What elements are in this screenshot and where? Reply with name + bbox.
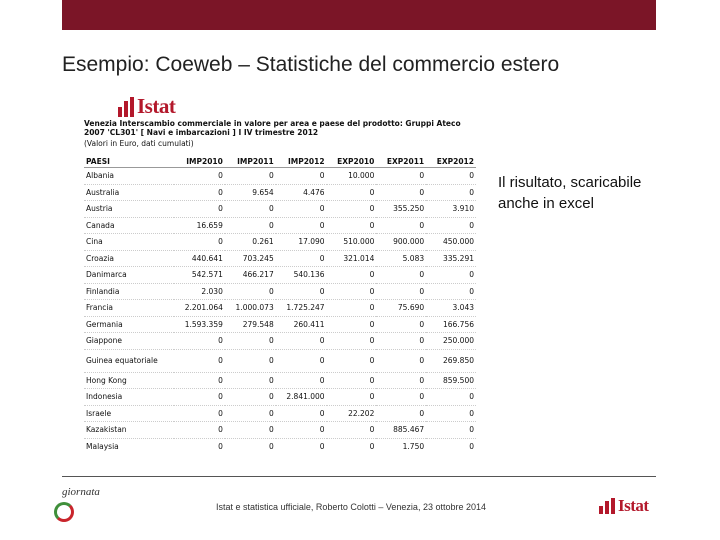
value-cell: 1.725.247 [276,300,327,317]
value-cell: 0 [174,372,225,389]
value-cell: 0 [376,333,426,350]
istat-bars-icon [599,498,615,514]
country-cell: Germania [84,316,174,333]
value-cell: 0 [426,405,476,422]
slide-title: Esempio: Coeweb – Statistiche del commercio estero [62,53,560,76]
value-cell: 0 [276,438,327,454]
value-cell: 4.476 [276,184,327,201]
column-header: EXP2011 [376,156,426,168]
value-cell: 9.654 [225,184,276,201]
value-cell: 450.000 [426,234,476,251]
value-cell: 0 [225,333,276,350]
value-cell: 0 [376,267,426,284]
value-cell: 0 [276,349,327,372]
value-cell: 0 [225,389,276,406]
value-cell: 17.090 [276,234,327,251]
country-cell: Canada [84,217,174,234]
value-cell: 0 [225,349,276,372]
value-cell: 0 [327,372,377,389]
value-cell: 0 [426,267,476,284]
table-row [84,333,476,350]
value-cell: 0 [426,422,476,439]
value-cell: 885.467 [376,422,426,439]
istat-logo-bottom-text: Istat [618,496,649,515]
istat-logo-text: Istat [137,94,176,118]
value-cell: 0 [376,349,426,372]
table-row [84,389,476,406]
value-cell: 22.202 [327,405,377,422]
country-cell: Hong Kong [84,372,174,389]
country-cell: Indonesia [84,389,174,406]
country-cell: Cina [84,234,174,251]
value-cell: 0 [174,201,225,218]
column-header: EXP2010 [327,156,377,168]
country-cell: Danimarca [84,267,174,284]
value-cell: 321.014 [327,250,377,267]
value-cell: 0 [225,438,276,454]
value-cell: 0 [276,217,327,234]
value-cell: 542.571 [174,267,225,284]
value-cell: 1.000.073 [225,300,276,317]
table-row [84,316,476,333]
value-cell: 0 [327,201,377,218]
result-note: Il risultato, scaricabile anche in excel [498,174,642,212]
table-row [84,405,476,422]
value-cell: 3.910 [426,201,476,218]
value-cell: 0 [327,300,377,317]
value-cell: 0 [225,168,276,185]
value-cell: 0 [376,217,426,234]
table-row [84,283,476,300]
value-cell: 0 [174,422,225,439]
value-cell: 0 [327,389,377,406]
footer-text: Istat e statistica ufficiale, Roberto Colotti – Venezia, 23 ottobre 2014 [216,502,486,512]
table-row [84,422,476,439]
value-cell: 0 [174,333,225,350]
value-cell: 0 [225,422,276,439]
value-cell: 0 [376,184,426,201]
country-cell: Albania [84,168,174,185]
value-cell: 0 [276,283,327,300]
value-cell: 0 [426,389,476,406]
value-cell: 0 [327,283,377,300]
country-cell: Giappone [84,333,174,350]
value-cell: 0 [276,201,327,218]
value-cell: 269.850 [426,349,476,372]
value-cell: 0 [376,283,426,300]
column-header: IMP2011 [225,156,276,168]
value-cell: 2.030 [174,283,225,300]
country-cell: Australia [84,184,174,201]
value-cell: 2.201.064 [174,300,225,317]
value-cell: 75.690 [376,300,426,317]
value-cell: 2.841.000 [276,389,327,406]
value-cell: 0 [174,184,225,201]
value-cell: 335.291 [426,250,476,267]
country-cell: Finlandia [84,283,174,300]
value-cell: 0 [376,372,426,389]
country-cell: Austria [84,201,174,218]
value-cell: 16.659 [174,217,225,234]
value-cell: 0 [276,422,327,439]
footer-divider [62,476,656,477]
country-cell: Guinea equatoriale [84,349,174,372]
value-cell: 703.245 [225,250,276,267]
value-cell: 250.000 [426,333,476,350]
value-cell: 0 [327,333,377,350]
value-cell: 0 [327,438,377,454]
giornata-ring-icon [54,502,74,522]
value-cell: 166.756 [426,316,476,333]
table-header-row [84,156,476,168]
value-cell: 0 [327,217,377,234]
report-subheading: (Valori in Euro, dati cumulati) [84,139,194,148]
column-header: EXP2012 [426,156,476,168]
value-cell: 0 [225,201,276,218]
value-cell: 440.641 [174,250,225,267]
coeweb-report [84,119,478,454]
value-cell: 0 [376,389,426,406]
value-cell: 355.250 [376,201,426,218]
column-header: IMP2010 [174,156,225,168]
table-row [84,201,476,218]
value-cell: 0 [174,168,225,185]
table-row [84,250,476,267]
table-row [84,349,476,372]
value-cell: 0 [376,168,426,185]
value-cell: 10.000 [327,168,377,185]
trade-table [84,156,476,454]
table-row [84,168,476,185]
value-cell: 0 [327,316,377,333]
country-cell: Croazia [84,250,174,267]
giornata-logo-text: giornata [62,486,100,498]
country-cell: Kazakistan [84,422,174,439]
table-row [84,267,476,284]
value-cell: 0 [426,168,476,185]
value-cell: 0.261 [225,234,276,251]
value-cell: 0 [225,217,276,234]
value-cell: 0 [276,372,327,389]
table-row [84,234,476,251]
value-cell: 0 [376,316,426,333]
value-cell: 0 [426,438,476,454]
value-cell: 0 [276,168,327,185]
istat-logo [118,94,175,119]
value-cell: 540.136 [276,267,327,284]
value-cell: 859.500 [426,372,476,389]
value-cell: 0 [174,234,225,251]
value-cell: 3.043 [426,300,476,317]
table-row [84,184,476,201]
value-cell: 279.548 [225,316,276,333]
value-cell: 0 [225,405,276,422]
value-cell: 0 [426,217,476,234]
table-row [84,300,476,317]
value-cell: 0 [327,267,377,284]
table-body [84,168,476,455]
value-cell: 0 [276,250,327,267]
value-cell: 0 [327,422,377,439]
country-cell: Malaysia [84,438,174,454]
value-cell: 0 [327,349,377,372]
table-row [84,217,476,234]
value-cell: 1.593.359 [174,316,225,333]
value-cell: 0 [174,349,225,372]
value-cell: 0 [327,184,377,201]
table-row [84,438,476,454]
table-row [84,372,476,389]
value-cell: 0 [225,372,276,389]
country-cell: Israele [84,405,174,422]
value-cell: 0 [225,283,276,300]
value-cell: 260.411 [276,316,327,333]
giornata-statistica-logo [52,484,128,530]
top-accent-bar [62,0,656,30]
value-cell: 0 [276,405,327,422]
value-cell: 0 [174,389,225,406]
istat-logo-bottom [599,496,649,516]
value-cell: 0 [426,283,476,300]
column-header: IMP2012 [276,156,327,168]
column-header: PAESI [84,156,174,168]
value-cell: 0 [276,333,327,350]
value-cell: 900.000 [376,234,426,251]
value-cell: 0 [174,405,225,422]
value-cell: 510.000 [327,234,377,251]
istat-bars-icon [118,97,134,117]
report-heading: Venezia Interscambio commerciale in valore per area e paese del prodotto: Gruppi Ateco 2007 'CL301' [ Navi e imbarcazioni ] I IV trimestre 2012 [84,119,461,137]
value-cell: 5.083 [376,250,426,267]
value-cell: 0 [376,405,426,422]
value-cell: 0 [174,438,225,454]
value-cell: 0 [426,184,476,201]
value-cell: 466.217 [225,267,276,284]
value-cell: 1.750 [376,438,426,454]
country-cell: Francia [84,300,174,317]
